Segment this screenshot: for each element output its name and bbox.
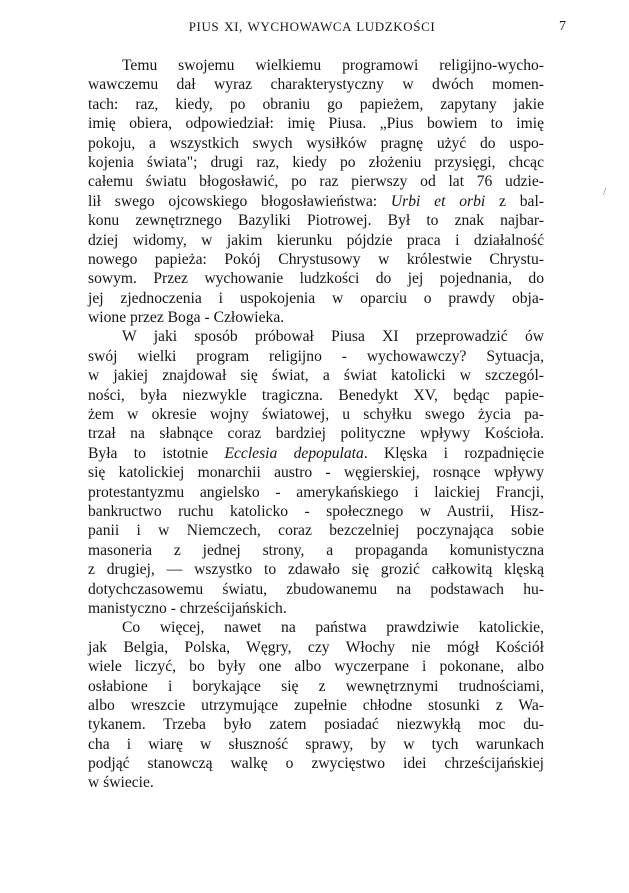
paragraph-2-line: się katolickiej monarchii austro - węgierskiej, rosnące wpływy xyxy=(88,464,544,482)
paragraph-3-line: Co więcej, nawet na państwa prawdziwie katolickie, xyxy=(122,619,544,637)
margin-mark: / xyxy=(603,186,607,198)
paragraph-2-line: protestantyzmu angielsko - amerykańskiego i laickiej Francji, xyxy=(88,483,544,501)
text-run: lił swego ojcowskiego błogosławieństwa: xyxy=(88,192,391,210)
paragraph-1-line: nowego papieża: Pokój Chrystusowy w królestwie Chrystu- xyxy=(88,250,544,268)
paragraph-1-line: konu zewnętrznego Bazyliki Piotrowej. Był to znak najbar- xyxy=(88,212,544,230)
paragraph-2-line: W jaki sposób próbował Piusa XI przeprowadzić ów xyxy=(122,328,544,346)
paragraph-1-line: całemu światu błogosławić, po raz pierwszy od lat 76 udzie- xyxy=(88,173,544,191)
italic-phrase: Ecclesia depopulata xyxy=(224,444,364,462)
paragraph-2-line: żem w okresie wojny światowej, u schyłku swego życia pa- xyxy=(88,406,544,424)
paragraph-2-line xyxy=(88,444,544,463)
paragraph-3-line: cha i wiarę w słuszność sprawy, by w tych warunkach xyxy=(88,735,544,753)
text-run: . Klęska i rozpadnięcie xyxy=(363,444,544,462)
paragraph-1-line: kojenia świata"; drugi raz, kiedy po złożeniu przysięgi, chcąc xyxy=(88,153,544,171)
running-title: PIUS XI, WYCHOWAWCA LUDZKOŚCI xyxy=(188,19,436,34)
text-run: z bal- xyxy=(485,192,544,210)
paragraph-2-line: manistyczno - chrześcijańskich. xyxy=(88,599,287,617)
page-number: 7 xyxy=(559,19,566,34)
paragraph-3-line: albo wreszcie utrzymujące zupełnie chłodne stosunki z Wa- xyxy=(88,696,544,714)
paragraph-3-line: tykanem. Trzeba było zatem posiadać niezwykłą moc du- xyxy=(88,716,544,734)
paragraph-2-line: bankructwo ruchu katolicko - społecznego w Austrii, Hisz- xyxy=(88,502,544,520)
text-run: Była to istotnie xyxy=(88,444,225,462)
paragraph-2-line: ności, była niezwykle tragiczna. Benedykt XV, będąc papie- xyxy=(88,386,544,404)
paragraph-2-line: dotychczasowemu światu, zbudowanemu na podstawach hu- xyxy=(88,580,544,598)
paragraph-2-line: panii i w Niemczech, coraz bezczelniej poczynająca sobie xyxy=(88,522,544,540)
paragraph-2-line: z drugiej, — wszystko to zdawało się grozić całkowitą klęską xyxy=(88,561,544,579)
paragraph-1-line: jej zjednoczenia i uspokojenia w oparciu o prawdy obja- xyxy=(88,289,544,307)
running-head xyxy=(62,19,566,37)
paragraph-3-line: wiele liczyć, bo były one albo wyczerpane i pokonane, albo xyxy=(88,658,544,676)
paragraph-1-line: imię obiera, odpowiedział: imię Piusa. „Pius bowiem to imię xyxy=(88,115,544,133)
body-text xyxy=(88,56,544,793)
paragraph-1-line: pokoju, a wszystkich swych wysiłków pragnę użyć do uspo- xyxy=(88,134,544,152)
paragraph-2-line: swój wielki program religijno - wychowawczy? Sytuacja, xyxy=(88,347,544,365)
paragraph-1-line: sowym. Przez wychowanie ludzkości do jej pojednania, do xyxy=(88,270,544,288)
paragraph-3-line: w świecie. xyxy=(88,774,154,792)
paragraph-2-line: w jakiej znajdował się świat, a świat katolicki w szczegól- xyxy=(88,367,544,385)
paragraph-2-line: trzał na słabnące coraz bardziej polityczne wpływy Kościoła. xyxy=(88,425,544,443)
paragraph-1-line: Temu swojemu wielkiemu programowi religijno-wycho- xyxy=(122,57,544,74)
paragraph-3-line: osłabione i borykające się z wewnętrznymi trudnościami, xyxy=(88,677,544,695)
paragraph-3-line: podjąć stanowczą walkę o zwycięstwo idei chrześcijańskiej xyxy=(88,755,544,773)
paragraph-1-line: dziej widomy, w jakim kierunku pójdzie praca i działalność xyxy=(88,231,544,249)
paragraph-1-line: tach: raz, kiedy, po obraniu go papieżem, zapytany jakie xyxy=(88,95,544,113)
paragraph-1-line xyxy=(88,192,544,211)
paragraph-3-line: jak Belgia, Polska, Węgry, czy Włochy nie mógł Kościół xyxy=(88,638,544,656)
italic-phrase: Urbi et orbi xyxy=(390,192,486,210)
paragraph-1-line: wawczemu dał wyraz charakterystyczny w dwóch momen- xyxy=(88,76,544,94)
paragraph-2-line: masoneria z jednej strony, a propaganda komunistyczna xyxy=(88,541,544,559)
paragraph-1-line: wione przez Boga - Człowieka. xyxy=(88,309,285,327)
